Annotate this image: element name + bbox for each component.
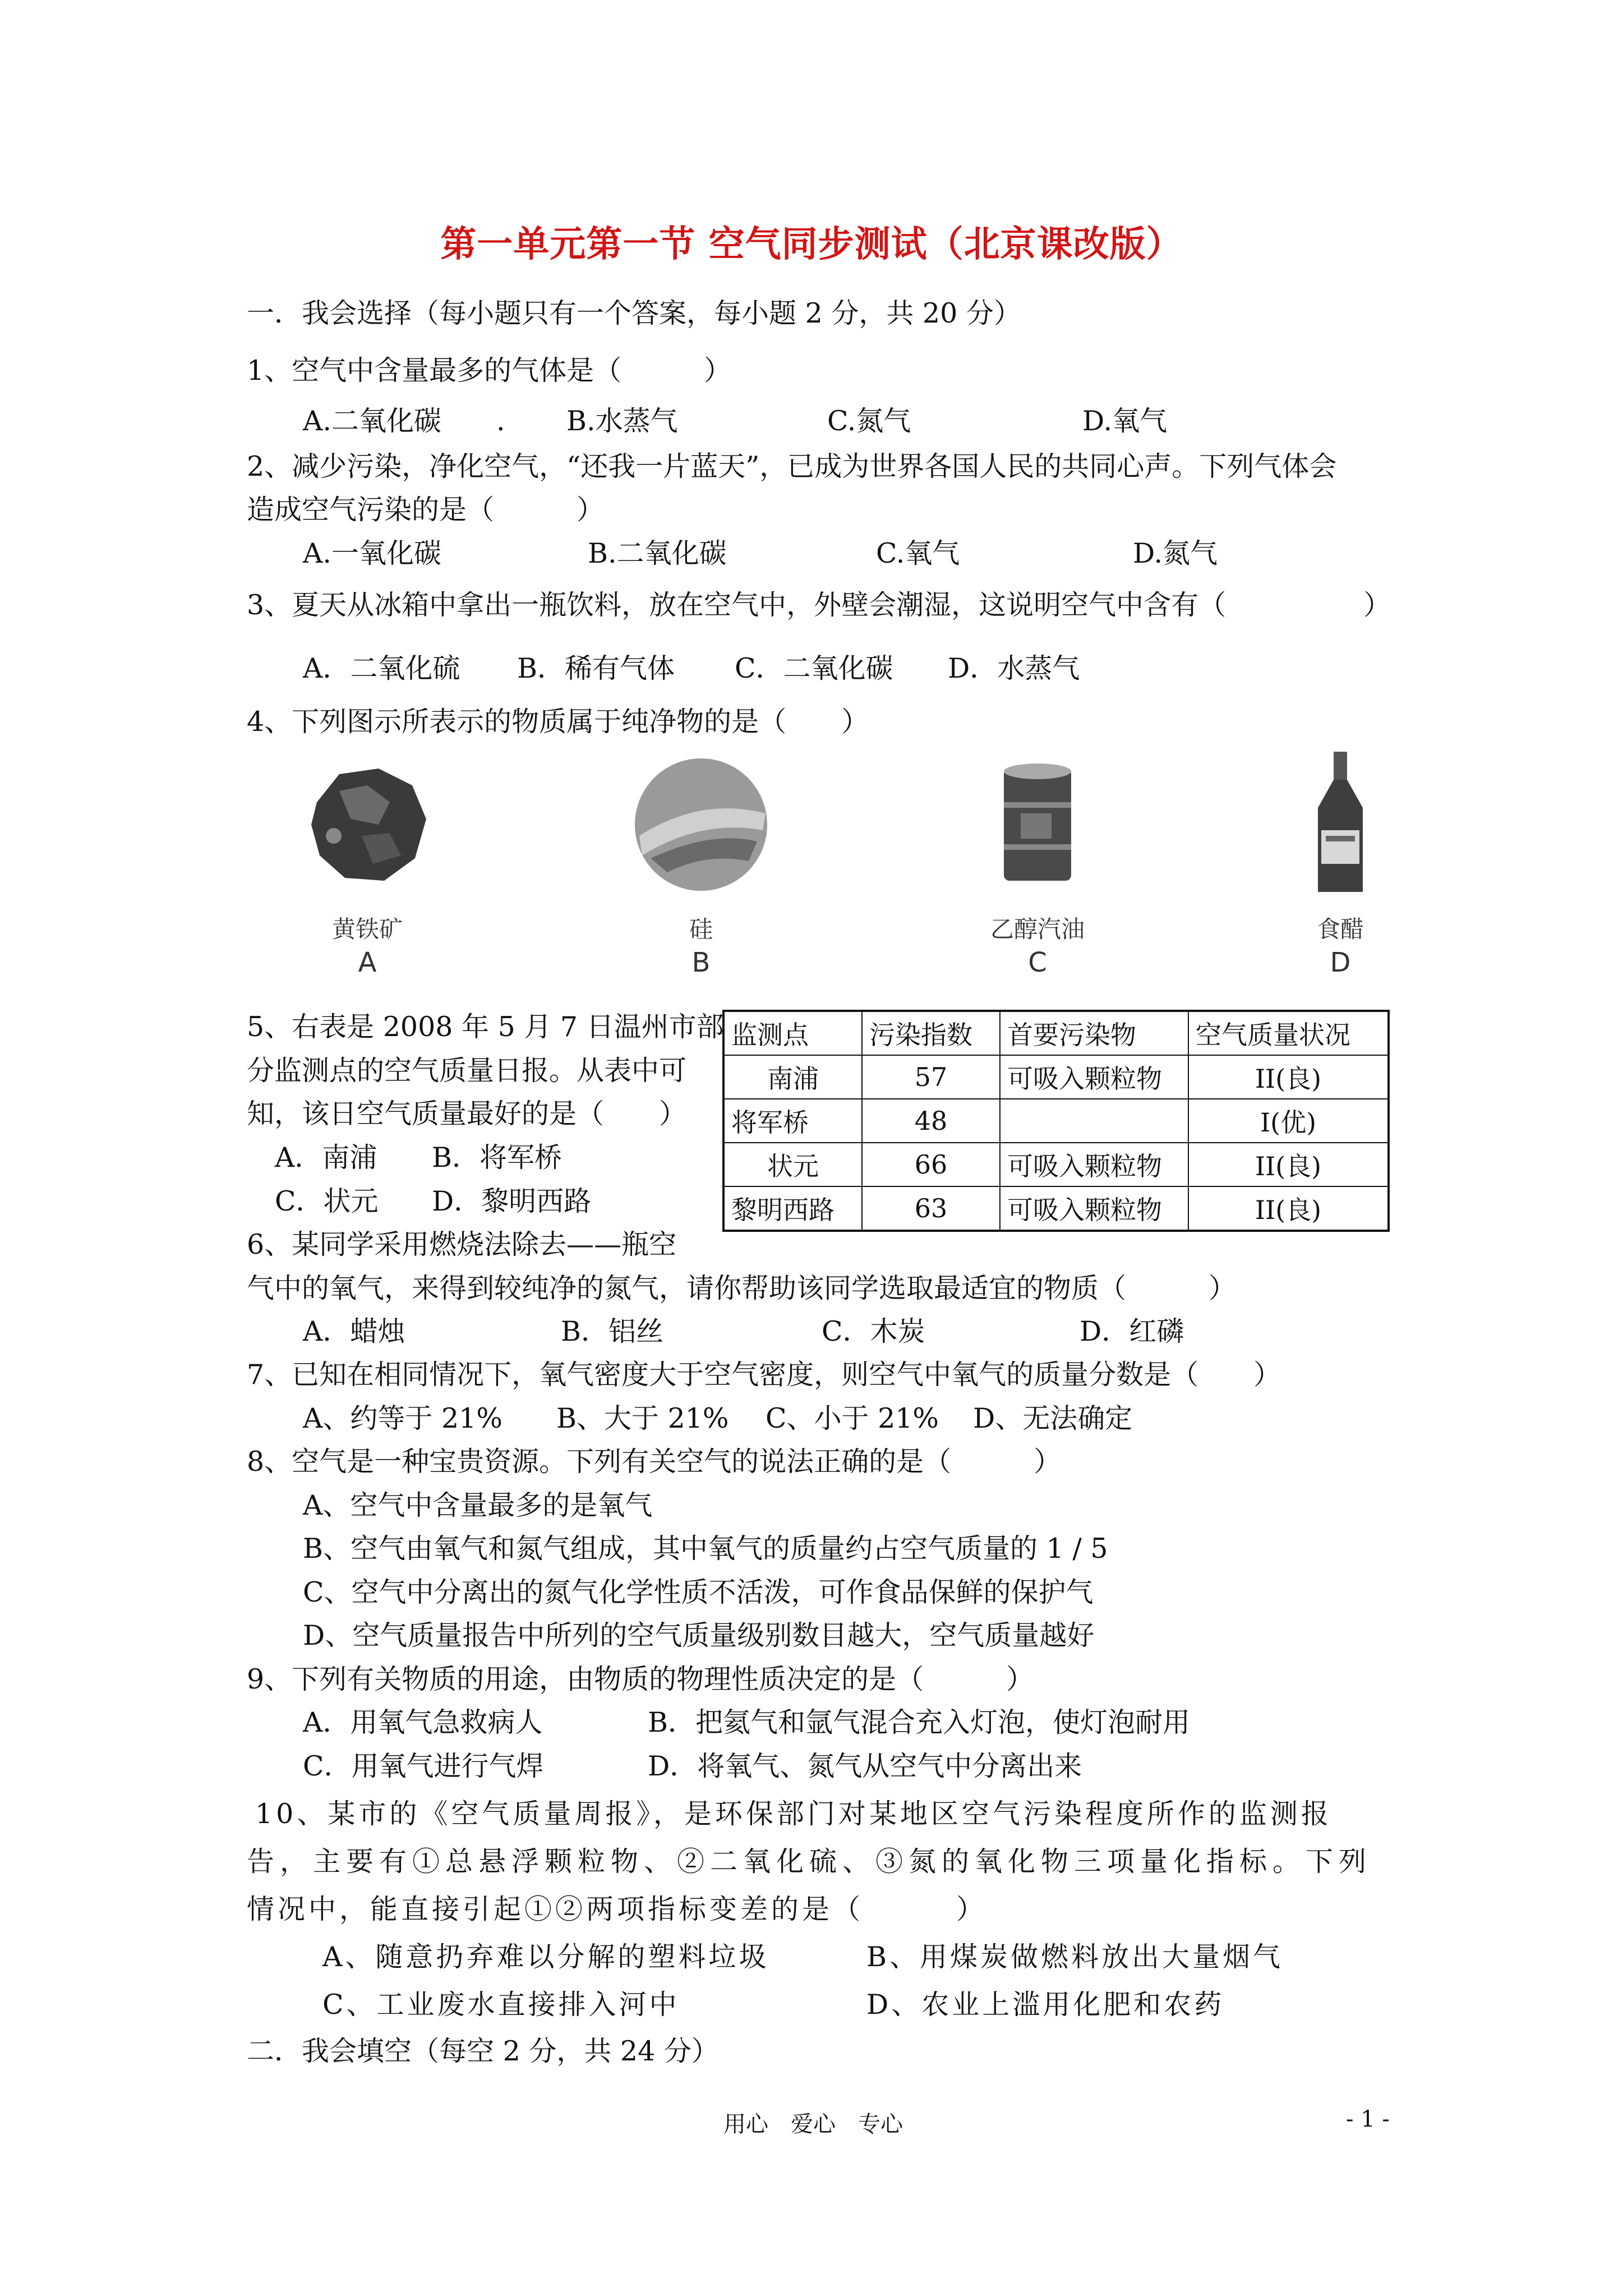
figure-a: [278, 752, 457, 978]
question-8-option: C、空气中分离出的氮气化学性质不活泼，可作食品保鲜的保护气: [303, 1576, 1094, 1608]
question-5-stem-cont: 分监测点的空气质量日报。从表中可: [247, 1055, 687, 1087]
table-row: [723, 1099, 1389, 1143]
question-3-stem: 3、夏天从冰箱中拿出一瓶饮料，放在空气中，外壁会潮湿，这说明空气中含有（ ）: [247, 589, 1391, 621]
figure-label: 硅: [689, 915, 713, 943]
table-row: [723, 1186, 1389, 1231]
question-7-option: C、小于 21%: [766, 1402, 939, 1434]
question-9-option: B．把氦气和氩气混合充入灯泡，使灯泡耐用: [648, 1706, 1191, 1738]
question-4-stem: 4、下列图示所表示的物质属于纯净物的是（ ）: [247, 706, 869, 738]
question-10-stem: 10、某市的《空气质量周报》，是环保部门对某地区空气污染程度所作的监测报: [255, 1798, 1332, 1830]
question-7-option: B、大于 21%: [556, 1402, 729, 1434]
table-cell: 57: [862, 1055, 1000, 1099]
question-9-option: A．用氧气急救病人: [303, 1706, 543, 1738]
question-2-option: C.氧气: [876, 537, 960, 569]
question-5-option: D．黎明西路: [432, 1185, 592, 1217]
question-10-stem-cont: 情况中，能直接引起①②两项指标变差的是（ ）: [247, 1893, 988, 1925]
table-header-cell: 监测点: [723, 1011, 862, 1055]
question-3-option: D．水蒸气: [948, 652, 1080, 684]
question-8-option: B、空气由氧气和氮气组成，其中氧气的质量约占空气质量的 1 / 5: [303, 1533, 1108, 1565]
question-1-stem: 1、空气中含量最多的气体是（ ）: [247, 355, 732, 386]
table-cell: 将军桥: [723, 1099, 862, 1143]
question-2-option: D.氮气: [1133, 537, 1218, 569]
pyrite-ore-icon: [294, 752, 440, 898]
table-row: [723, 1055, 1389, 1099]
table-cell: 黎明西路: [723, 1186, 862, 1231]
table-cell: II(良): [1188, 1055, 1389, 1099]
question-10-stem-cont: 告，主要有①总悬浮颗粒物、②二氧化硫、③氮的氧化物三项量化指标。下列: [247, 1846, 1372, 1878]
question-10-option: B、用煤炭做燃料放出大量烟气: [866, 1941, 1284, 1973]
vinegar-bottle-icon: [1267, 752, 1413, 898]
question-6-stem: 6、某同学采用燃烧法除去——瓶空: [247, 1228, 677, 1260]
question-5-stem: 5、右表是 2008 年 5 月 7 日温州市部: [247, 1011, 724, 1043]
question-2-stem-cont: 造成空气污染的是（ ）: [247, 494, 605, 526]
question-5-option: C．状元: [275, 1185, 379, 1217]
figure-d: [1251, 752, 1430, 978]
question-1-option: A.二氧化碳 .: [303, 405, 505, 437]
question-2-stem: 2、减少污染，净化空气，“还我一片蓝天”，已成为世界各国人民的共同心声。下列气体会: [247, 450, 1337, 482]
table-header-cell: 空气质量状况: [1188, 1011, 1389, 1055]
table-header-cell: 污染指数: [862, 1011, 1000, 1055]
question-6-stem-cont: 气中的氧气，来得到较纯净的氮气，请你帮助该同学选取最适宜的物质（ ）: [247, 1272, 1237, 1304]
table-cell: 63: [862, 1186, 1000, 1231]
figure-letter: D: [1330, 947, 1351, 978]
figure-letter: B: [691, 947, 711, 978]
page-title: 第一单元第一节 空气同步测试（北京课改版）: [440, 223, 1183, 265]
page-footer: 用心 爱心 专心: [723, 2111, 903, 2137]
question-6-option: D．红磷: [1080, 1315, 1184, 1347]
table-header-cell: 首要污染物: [1000, 1011, 1188, 1055]
figure-label: 乙醇汽油: [990, 915, 1085, 943]
table-cell: 可吸入颗粒物: [1000, 1186, 1188, 1231]
table-cell: 可吸入颗粒物: [1000, 1055, 1188, 1099]
question-10-option: D、农业上滥用化肥和农药: [866, 1989, 1225, 2021]
question-1-option: C.氮气: [827, 405, 911, 437]
figure-label: 黄铁矿: [331, 915, 403, 943]
question-5-stem-cont: 知，该日空气质量最好的是（ ）: [247, 1098, 687, 1130]
question-6-option: B．铝丝: [561, 1315, 664, 1347]
question-10-option: A、随意扔弃难以分解的塑料垃圾: [322, 1941, 769, 1973]
question-3-option: B．稀有气体: [517, 652, 675, 684]
question-8-option: D、空气质量报告中所列的空气质量级别数目越大，空气质量越好: [303, 1619, 1095, 1651]
question-10-option: C、工业废水直接排入河中: [322, 1989, 680, 2021]
table-cell: 状元: [723, 1143, 862, 1186]
question-8-stem: 8、空气是一种宝贵资源。下列有关空气的说法正确的是（ ）: [247, 1446, 1062, 1478]
table-cell: II(良): [1188, 1186, 1389, 1231]
question-7-option: D、无法确定: [973, 1402, 1133, 1434]
question-1-option: B.水蒸气: [566, 405, 678, 437]
question-3-option: A．二氧化硫: [303, 652, 460, 684]
question-9-option: D．将氧气、氮气从空气中分离出来: [648, 1750, 1082, 1782]
question-2-option: A.一氧化碳: [303, 537, 441, 569]
figure-b: [611, 752, 791, 978]
table-cell: 可吸入颗粒物: [1000, 1143, 1188, 1186]
section-heading: 二．我会填空（每空 2 分，共 24 分）: [247, 2035, 719, 2067]
question-8-option: A、空气中含量最多的是氧气: [303, 1489, 653, 1521]
question-9-stem: 9、下列有关物质的用途，由物质的物理性质决定的是（ ）: [247, 1663, 1034, 1695]
table-cell: 南浦: [723, 1055, 862, 1099]
table-cell: II(良): [1188, 1143, 1389, 1186]
question-5-option: B．将军桥: [432, 1142, 562, 1174]
figure-letter: C: [1028, 947, 1047, 978]
question-7-option: A、约等于 21%: [303, 1402, 502, 1434]
page-number: - 1 -: [1346, 2106, 1390, 2132]
table-cell: 66: [862, 1143, 1000, 1186]
table-cell: [1000, 1099, 1188, 1143]
section-heading: 一．我会选择（每小题只有一个答案，每小题 2 分，共 20 分）: [247, 297, 1021, 329]
question-1-option: D.氧气: [1082, 405, 1168, 437]
fuel-barrel-icon: [965, 752, 1110, 898]
figure-c: [948, 752, 1127, 978]
question-5-option: A．南浦: [275, 1142, 377, 1174]
table-header-row: [723, 1011, 1389, 1055]
question-6-option: A．蜡烛: [303, 1315, 405, 1347]
air-quality-table: [722, 1010, 1390, 1232]
question-3-option: C．二氧化碳: [735, 652, 893, 684]
table-cell: 48: [862, 1099, 1000, 1143]
figure-letter: A: [358, 947, 377, 978]
table-cell: I(优): [1188, 1099, 1389, 1143]
question-7-stem: 7、已知在相同情况下，氧气密度大于空气密度，则空气中氧气的质量分数是（ ）: [247, 1359, 1281, 1391]
figure-label: 食醋: [1316, 915, 1364, 943]
question-6-option: C．木炭: [822, 1315, 925, 1347]
silicon-disc-icon: [628, 752, 774, 898]
question-2-option: B.二氧化碳: [588, 537, 727, 569]
question-9-option: C．用氧气进行气焊: [303, 1750, 544, 1782]
table-row: [723, 1143, 1389, 1186]
